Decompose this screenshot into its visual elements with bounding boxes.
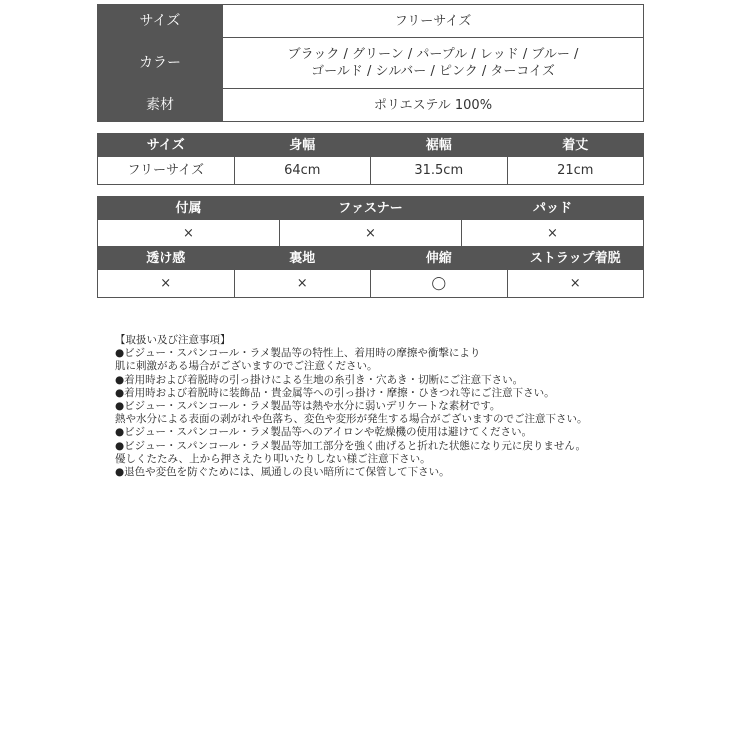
hem-width-cell: 31.5cm bbox=[371, 157, 508, 185]
size-value: フリーサイズ bbox=[223, 5, 644, 38]
color-value-line-2: ゴールド / シルバー / ピンク / ターコイズ bbox=[311, 64, 555, 79]
care-note-line: ●ビジュー・スパンコール・ラメ製品等へのアイロンや乾燥機の使用は避けてください。 bbox=[115, 426, 532, 439]
care-instructions bbox=[115, 334, 735, 479]
care-heading: 【取扱い及び注意事項】 bbox=[115, 334, 231, 346]
lining-value: × bbox=[234, 270, 371, 298]
length-header: 着丈 bbox=[507, 134, 644, 157]
material-row bbox=[98, 89, 644, 122]
feature-2-header-row bbox=[98, 247, 644, 270]
care-note-line: ●退色や変色を防ぐためには、風通しの良い暗所にて保管して下さい。 bbox=[115, 466, 450, 479]
feature-table-2 bbox=[97, 246, 644, 298]
color-value-line-1: ブラック / グリーン / パープル / レッド / ブルー / bbox=[287, 47, 579, 62]
body-width-header: 身幅 bbox=[234, 134, 371, 157]
strap-removable-value: × bbox=[507, 270, 644, 298]
size-value-row bbox=[98, 157, 644, 185]
care-note-line: 熱や水分による表面の剥がれや色落ち、変色や変形が発生する場合がございますのでご注意下さい。 bbox=[115, 413, 588, 426]
feature-1-value-row bbox=[98, 220, 644, 248]
material-label: 素材 bbox=[98, 89, 223, 122]
size-measurement-table bbox=[97, 133, 644, 185]
lining-header: 裏地 bbox=[234, 247, 371, 270]
product-info-table bbox=[97, 4, 644, 122]
pad-value: × bbox=[462, 220, 644, 248]
size-header: サイズ bbox=[98, 134, 235, 157]
feature-1-header-row bbox=[98, 197, 644, 220]
care-note-line: 優しくたたみ、上から押さえたり叩いたりしない様ご注意下さい。 bbox=[115, 452, 431, 465]
feature-table-1 bbox=[97, 196, 644, 248]
color-label: カラー bbox=[98, 38, 223, 89]
accessory-header: 付属 bbox=[98, 197, 280, 220]
zipper-header: ファスナー bbox=[280, 197, 462, 220]
sheerness-header: 透け感 bbox=[98, 247, 235, 270]
color-value bbox=[223, 38, 644, 89]
care-note-line: ●ビジュー・スパンコール・ラメ製品等は熱や水分に弱いデリケートな素材です。 bbox=[115, 400, 501, 413]
hem-width-header: 裾幅 bbox=[371, 134, 508, 157]
size-header-row bbox=[98, 134, 644, 157]
size-label: サイズ bbox=[98, 5, 223, 38]
care-note-line: ●ビジュー・スパンコール・ラメ製品等の特性上、着用時の摩擦や衝撃により bbox=[115, 347, 481, 360]
pad-header: パッド bbox=[462, 197, 644, 220]
length-cell: 21cm bbox=[507, 157, 644, 185]
stretch-value: ◯ bbox=[371, 270, 508, 298]
size-cell: フリーサイズ bbox=[98, 157, 235, 185]
strap-removable-header: ストラップ着脱 bbox=[507, 247, 644, 270]
body-width-cell: 64cm bbox=[234, 157, 371, 185]
size-row bbox=[98, 5, 644, 38]
care-note-line: ●ビジュー・スパンコール・ラメ製品等加工部分を強く曲げると折れた状態になり元に戻りません。 bbox=[115, 439, 587, 452]
material-value: ポリエステル 100% bbox=[223, 89, 644, 122]
care-note-line: ●着用時および着脱時に装飾品・貴金属等への引っ掛け・摩擦・ひきつれ等にご注意下さい。 bbox=[115, 386, 555, 399]
feature-2-value-row bbox=[98, 270, 644, 298]
sheerness-value: × bbox=[98, 270, 235, 298]
care-note-line: 肌に刺激がある場合がございますのでご注意ください。 bbox=[115, 360, 378, 373]
care-note-line: ●着用時および着脱時の引っ掛けによる生地の糸引き・穴あき・切断にご注意下さい。 bbox=[115, 373, 524, 386]
accessory-value: × bbox=[98, 220, 280, 248]
stretch-header: 伸縮 bbox=[371, 247, 508, 270]
color-row bbox=[98, 38, 644, 89]
zipper-value: × bbox=[280, 220, 462, 248]
